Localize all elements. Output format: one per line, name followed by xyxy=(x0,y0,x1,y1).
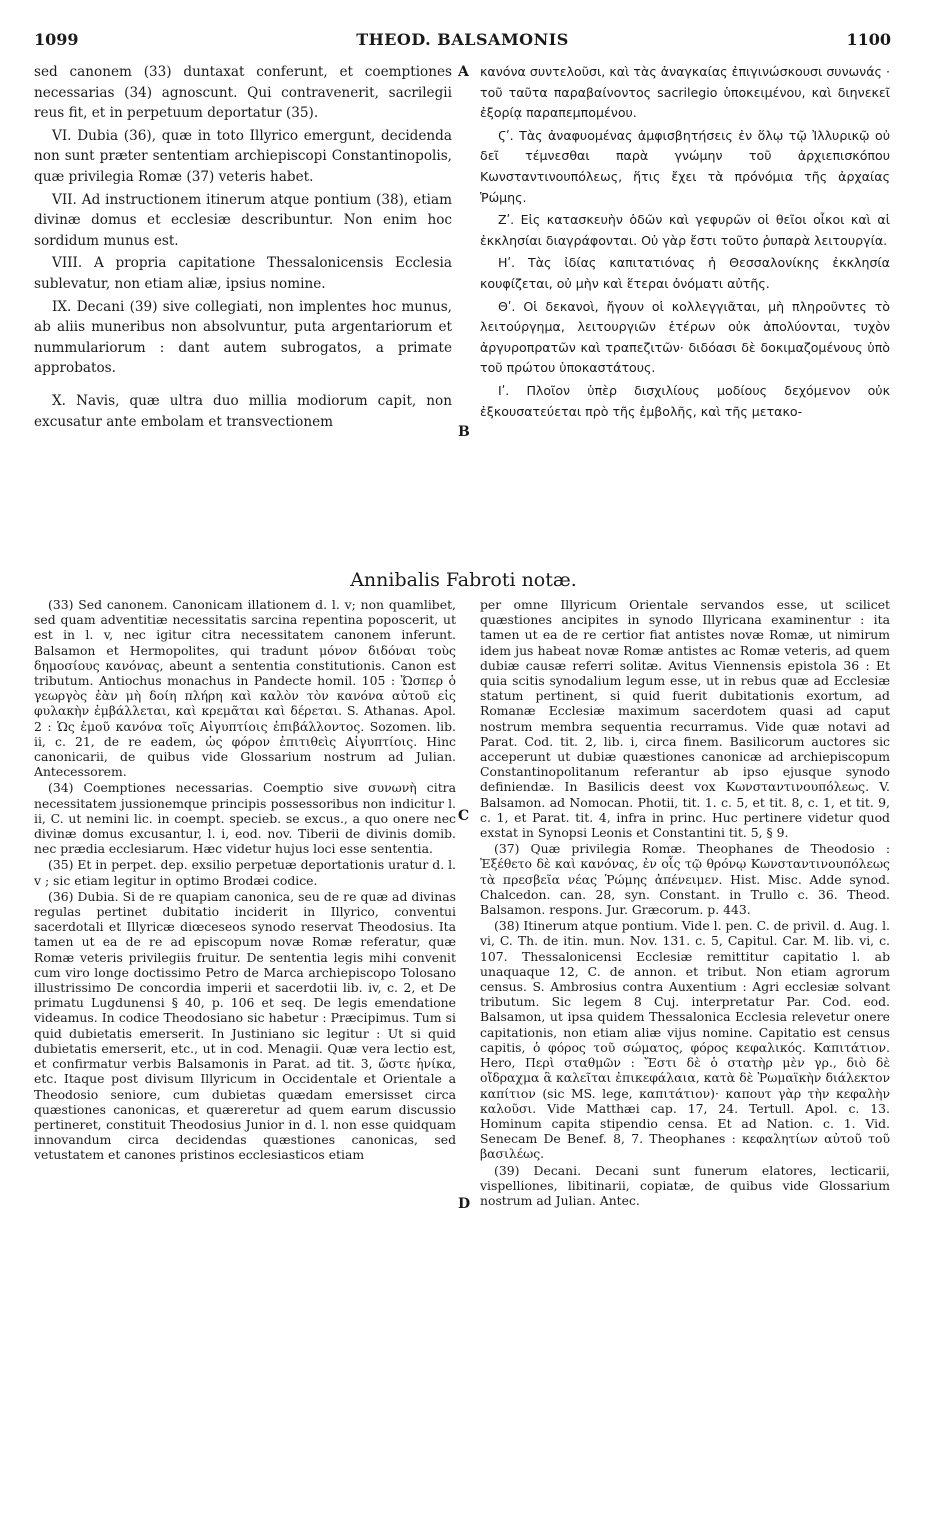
note-paragraph: per omne Illyricum Orientale servandos esse, ut scilicet quæstiones ancipites in synodo Illyricana examinentur : ita tamen ut ea de re certior fiat antistes novæ Romæ, ut nimirum idem jus habeat novæ Romæ antistes ac Romæ veteris, ad quem dubiæ causæ referri solitæ. Avitus Viennensis epistola 36 : Et quia scitis synodalium legum esse, ut in rebus quæ ad Ecclesiæ statum pertinent, si quid fuerit dubitationis exortum, ad Romanæ Ecclesiæ maximum sacerdotem quasi ad caput nostrum membra sequentia recurramus. Vide quæ notavi ad Parat. Cod. tit. 2, lib. i, circa finem. Basilicorum auctores sic acceperunt ut dubiæ quæstiones canonicæ ad archiepiscopum Constantinopolitanum referantur ab ipso ejusque synodo definiendæ. In Basilicis deest vox Κωνσταντινουπόλεως. V. Balsamon. ad Nomocan. Photii, tit. 1. c. 5, et tit. 8, c. 1, et tit. 9, c. 1, et Parat. tit. 4, infra in princ. Huc pertinere videtur quod exstat in Synopsi Leonis et Constantini tit. 5, § 9. xyxy=(480,597,890,841)
note-paragraph: (39) Decani. Decani sunt funerum elatores, lecticarii, vispelliones, libitinarii, copiatæ, de quibus vide Glossarium nostrum ad Julian. Antec. xyxy=(480,1162,890,1208)
latin-paragraph: VII. Ad instructionem itinerum atque pontium (38), etiam divinæ domus et ecclesiæ describuntur. Non enim hoc sordidum munus est. xyxy=(34,191,452,249)
running-title: THEOD. BALSAMONIS xyxy=(356,30,569,49)
margin-marker-d: D xyxy=(458,1196,471,1212)
greek-paragraph: Ηʹ. Τὰς ἰδίας καπιτατιόνας ἡ Θεσσαλονίκης ἐκκλησία κουφίζεται, οὐ μὴν καὶ ἕτεραι ὀνόματι αὐτῆς. xyxy=(480,255,890,291)
notes-heading: Annibalis Fabroti notæ. xyxy=(350,569,577,591)
note-paragraph: (33) Sed canonem. Canonicam illationem d. l. v; non quamlibet, sed quam adventitiæ necessitatis sarcina repentina poposcerit, ut est in l. v, nec igitur citra necessitatem canonem inferunt. Balsamon et Hermopolites, qui tradunt μόνον διδόναι τοὺς δημοσίους κανόνας, abeunt a sententia constitutionis. Canon est tributum. Antiochus monachus in Pandecte homil. 105 : Ὥσπερ ὁ γεωργὸς ἐὰν μὴ δοίη πλήρη καὶ καλὸν τὸν κανόνα αὐτοῦ εἰς φυλακὴν ἐμβάλλεται, καὶ κρεμᾶται καὶ δέρεται. S. Athanas. Apol. 2 : Ὡς ἐμοῦ κανόνα τοῖς Αἰγυπτίοις ἐπιβάλλοντος. Sozomen. lib. ii, c. 21, de re eadem, ὡς φόρον ἐπιτιθεὶς Αἰγυπτίοις. Hinc canonicarii, de quibus vide Glossarium nostrum ad Julian. Antecessorem. xyxy=(34,597,456,780)
notes-right-column xyxy=(480,597,890,1209)
greek-paragraph: Θʹ. Οἱ δεκανοὶ, ἤγουν οἱ κολλεγγιᾶται, μὴ πληροῦντες τὸ λειτούργημα, λειτουργιῶν ἑτέρων οὐκ ἀπολύονται, τυχὸν ἀργυροπρατῶν καὶ τραπεζιτῶν· διδόασι δὲ δοκιμαζομένους ὑπὸ τοῦ πρώτου ὑποκαστάτους. xyxy=(480,298,890,376)
latin-paragraph: VI. Dubia (36), quæ in toto Illyrico emergunt, decidenda non sunt præter sententiam archiepiscopi Constantinopolis, quæ privilegia Romæ (37) veteris habet. xyxy=(34,127,452,185)
greek-paragraph: Ϛʹ. Τὰς ἀναφυομένας ἀμφισβητήσεις ἐν ὅλῳ τῷ Ἰλλυρικῷ οὐ δεῖ τέμνεσθαι παρὰ γνώμην τοῦ ἀρχιεπισκόπου Κωνσταντινουπόλεως, ἥτις ἔχει τὰ πρόνόμια τῆς ἀρχαίας Ῥώμης. xyxy=(480,127,890,205)
running-header xyxy=(34,30,891,56)
greek-paragraph: Ζʹ. Εἰς κατασκευὴν ὁδῶν καὶ γεφυρῶν οἱ θεῖοι οἶκοι καὶ αἱ ἐκκλησίαι διαγράφονται. Οὐ γὰρ ἔστι τοῦτο ῥυπαρὰ λειτουργία. xyxy=(480,212,890,248)
latin-paragraph: sed canonem (33) duntaxat conferunt, et coemptiones necessarias (34) agnoscunt. Qui contravenerit, sacrilegii reus fit, et in perpetuum deportatur (35). xyxy=(34,64,452,122)
page-number-left: 1099 xyxy=(34,30,79,49)
note-paragraph: (35) Et in perpet. dep. exsilio perpetuæ deportationis uratur d. l. v ; sic etiam legitur in optimo Brodæi codice. xyxy=(34,857,456,888)
latin-paragraph: X. Navis, quæ ultra duo millia modiorum capit, non excusatur ante embolam et transvectionem xyxy=(34,392,452,430)
note-paragraph: (38) Itinerum atque pontium. Vide l. pen. C. de privil. d. Aug. l. vi, C. Th. de itin. mun. Nov. 131. c. 5, Capitul. Car. M. lib. vi, c. 107. Thessalonicensi Ecclesiæ remittitur capitatio l. ab unaquaque 12, C. de annon. et tribut. Non etiam agrorum census. S. Ambrosius contra Auxentium : Agri ecclesiæ solvant tributum. Sic legem 8 Cuj. interpretatur Par. Cod. eod. Balsamon, ut ipsa quidem Thessalonica Ecclesia relevetur onere capitationis, non etiam aliæ vijus nomine. Capitatio est census capitis, ὁ φόρος τοῦ σώματος, φόρος κεφαλικός. Καπιτάτιον. Hero, Περὶ σταθμῶν : Ἔστι δὲ ὁ στατὴρ μὲν γρ., διὸ δὲ οἴδραχμα ἃ καλεῖται ἐπικεφάλαια, κατὰ δὲ Ῥωμαϊκὴν διάλεκτον καπίτιον (sic MS. lege, καπιτάτιον)· καπουτ γὰρ τὴν κεφαλὴν καλοῦσι. Vide Matthæi cap. 17, 24. Tertull. Apol. c. 13. Hominum capita stipendio censa. Et ad Nation. c. 1. Vid. Senecam De Benef. 8, 7. Theophanes : κεφαλητίων αὐτοῦ τοῦ βασιλέως. xyxy=(480,918,890,1162)
latin-paragraph: IX. Decani (39) sive collegiati, non implentes hoc munus, ab aliis muneribus non absolvuntur, puta argentariorum et nummulariorum : dant autem subrogatos, a primate approbatos. xyxy=(34,298,452,377)
margin-marker-b: B xyxy=(458,424,470,440)
greek-text-column xyxy=(480,62,890,424)
greek-paragraph: κανόνα συντελοῦσι, καὶ τὰς ἀναγκαίας ἐπιγινώσκουσι συνωνάς · τοῦ ταῦτα παραβαίνοντος sacrilegio ὑποκειμένου, καὶ διηνεκεῖ ἐξορίᾳ παραπεμπομένου. xyxy=(480,64,890,121)
note-paragraph: (36) Dubia. Si de re quapiam canonica, seu de re quæ ad divinas regulas pertinet dubitatio inciderit in Illyrico, conventui sacerdotali et Illyricæ diœceseos synodo reservat Theodosius. Ita tamen ut ea de re ad episcopum novæ Romæ referatur, quæ Romæ veteris privilegiis fruitur. De sententia legis mihi convenit cum viro longe doctissimo Petro de Marca archiepiscopo Tolosano illustrissimo De concordia imperii et sacerdotii lib. iv, c. 2, et De primatu Lugdunensi § 40, p. 106 et seq. De legis emendatione videamus. In codice Theodosiano sic habetur : Præcipimus. Tum si quid dubietatis emerserit. In Justiniano sic legitur : Ut si quid dubietatis emerserit, etc., ut in cod. Menagii. Quæ vera lectio est, et confirmatur verbis Balsamonis in Parat. ad tit. 3, ὥστε ἡνίκα, etc. Itaque post divisum Illyricum in Occidentale et Orientale a Theodosio seniore, cum dubietas quædam emersisset circa quæstiones canonicas, et quæreretur ad quem earum discussio pertineret, constituit Theodosius Junior in d. l. non esse quidquam innovandum circa decidendas quæstiones canonicas, sed vetustatem et canones pristinos ecclesiasticos etiam xyxy=(34,888,456,1163)
note-paragraph: (34) Coemptiones necessarias. Coemptio sive συνωνὴ citra necessitatem jussionemque principis possessoribus non indicitur l. ii, C. ut nemini lic. in coempt. specieb. se excus., a quo onere nec divinæ domus excusantur, l. i, eod. nov. Tiberii de divinis domib. nec prædia ecclesiarum. Hæc videtur hujus loci esse sententia. xyxy=(34,780,456,857)
margin-marker-a: A xyxy=(458,64,469,80)
greek-paragraph: Ιʹ. Πλοῖον ὑπὲρ δισχιλίους μοδίους δεχόμενον οὐκ ἐξκουσατεύεται πρὸ τῆς ἐμβολῆς, καὶ τῆς μετακο- xyxy=(480,382,890,419)
latin-paragraph: VIII. A propria capitatione Thessalonicensis Ecclesia sublevatur, non etiam aliæ, ipsius nomine. xyxy=(34,255,452,292)
note-paragraph: (37) Quæ privilegia Romæ. Theophanes de Theodosio : Ἐξέθετο δὲ καὶ κανόνας, ἐν οἷς τῷ θρόνῳ Κωνσταντινουπόλεως τὰ πρεσβεῖα νέας Ῥώμης ἀπένειμεν. Hist. Misc. Adde synod. Chalcedon. can. 28, syn. Constant. in Trullo c. 36. Theod. Balsamon. respons. Jur. Græcorum. p. 443. xyxy=(480,841,890,918)
margin-marker-c: C xyxy=(458,808,470,824)
notes-left-column xyxy=(34,597,456,1164)
page-number-right: 1100 xyxy=(846,30,891,49)
latin-text-column xyxy=(34,62,452,434)
